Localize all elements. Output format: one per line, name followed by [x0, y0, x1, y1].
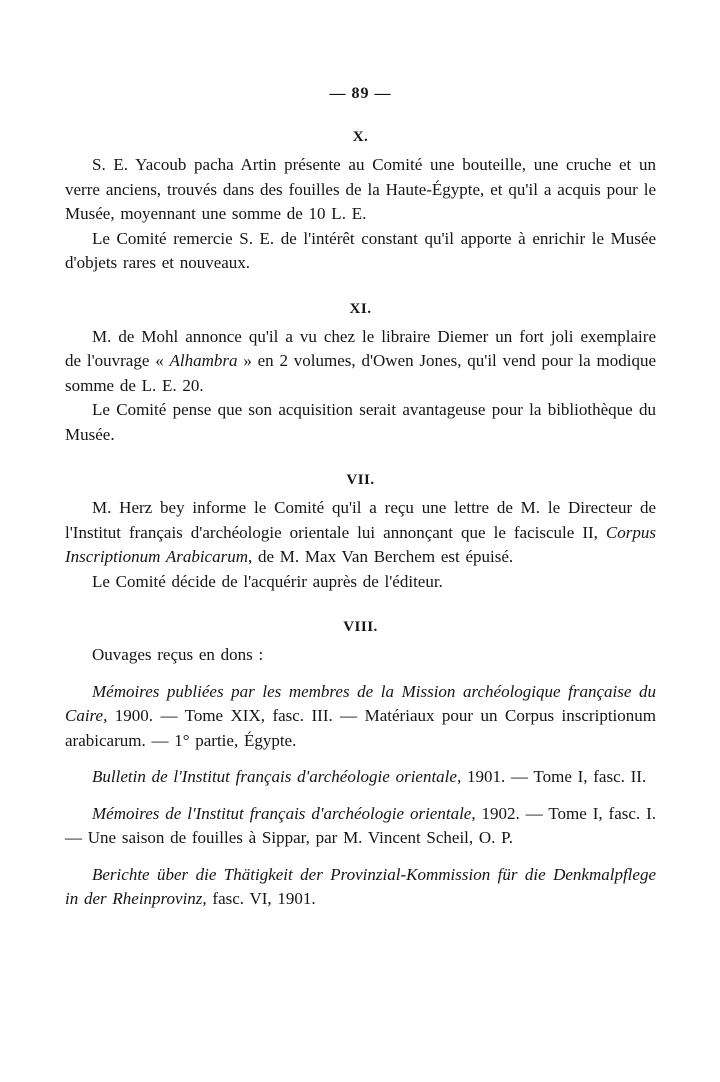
- paragraph: [65, 227, 656, 276]
- section-viii: [65, 618, 656, 912]
- paragraph: [65, 153, 656, 227]
- text-segment: Le Comité décide de l'acquérir auprès de l'éditeur.: [92, 571, 443, 591]
- text-segment: 1901. — Tome I, fasc. II.: [461, 767, 647, 786]
- text-segment: Le Comité remercie S. E. de l'intérêt constant qu'il apporte à enrichir le Musée d'objets rares et nouveaux.: [65, 228, 656, 272]
- text-segment: Le Comité pense que son acquisition serait avantageuse pour la bibliothèque du Musée.: [65, 400, 656, 444]
- text-segment: M. de Mohl annonce qu'il a vu chez le libraire Diemer un fort joli exemplaire de l'ouvrage «: [65, 326, 656, 370]
- text-segment: fasc. VI, 1901.: [206, 889, 316, 908]
- section-viii-heading: VIII.: [343, 619, 378, 635]
- bibliography-entry: [65, 863, 656, 912]
- paragraph: [65, 570, 656, 595]
- paragraph: [65, 496, 656, 570]
- bibliography-entry: [65, 765, 656, 790]
- paragraph: [65, 643, 656, 668]
- section-x: [65, 128, 656, 276]
- paragraph: [65, 398, 656, 447]
- section-x-heading: X.: [352, 129, 369, 145]
- work-title: Mémoires de l'Institut français d'archéologie orientale,: [92, 803, 476, 823]
- section-xi-heading: XI.: [349, 300, 372, 317]
- bibliography-entry: [65, 802, 656, 851]
- section-vii-heading: VII.: [346, 472, 375, 488]
- section-vii: [65, 471, 656, 594]
- text-segment: » en 2 volumes, d'Owen Jones, qu'il vend pour la modique somme de L. E. 20.: [65, 351, 656, 395]
- page-number: — 89 —: [329, 85, 392, 102]
- text-segment: S. E. Yacoub pacha Artin présente au Comité une bouteille, une cruche et un verre anciens, trouvés dans des fouilles de la Haute-Égypte, et qu'il a acquis pour le Musée, moyennant une somme de 10 L. E.: [65, 155, 656, 223]
- text-segment: 1902. — Tome I, fasc. I. — Une saison de fouilles à Sippar, par M. Vincent Scheil, O. P.: [65, 803, 656, 847]
- bibliography-entry: [65, 680, 656, 754]
- work-title: Mémoires publiées par les membres de la Mission archéologique française du Caire,: [65, 681, 656, 725]
- text-segment: 1900. — Tome XIX, fasc. III. — Matériaux pour un Corpus inscriptionum arabicarum. — 1° partie, Égypte.: [65, 706, 656, 750]
- work-title: Corpus Inscriptionum Arabicarum: [65, 522, 656, 566]
- text-segment: M. Herz bey informe le Comité qu'il a reçu une lettre de M. le Directeur de l'Institut français d'archéologie orientale lui annonçant que le faciscule II,: [65, 498, 656, 542]
- work-title: Berichte über die Thätigkeit der Provinzial-Kommission für die Denkmalpflege in der Rheinprovinz,: [65, 864, 656, 908]
- section-xi: [65, 300, 656, 448]
- work-title: Alhambra: [169, 351, 238, 370]
- text-segment: , de M. Max Van Berchem est épuisé.: [248, 547, 514, 566]
- work-title: Bulletin de l'Institut français d'archéologie orientale,: [92, 767, 462, 786]
- paragraph: [65, 325, 656, 399]
- text-segment: Ouvages reçus en dons :: [92, 645, 264, 664]
